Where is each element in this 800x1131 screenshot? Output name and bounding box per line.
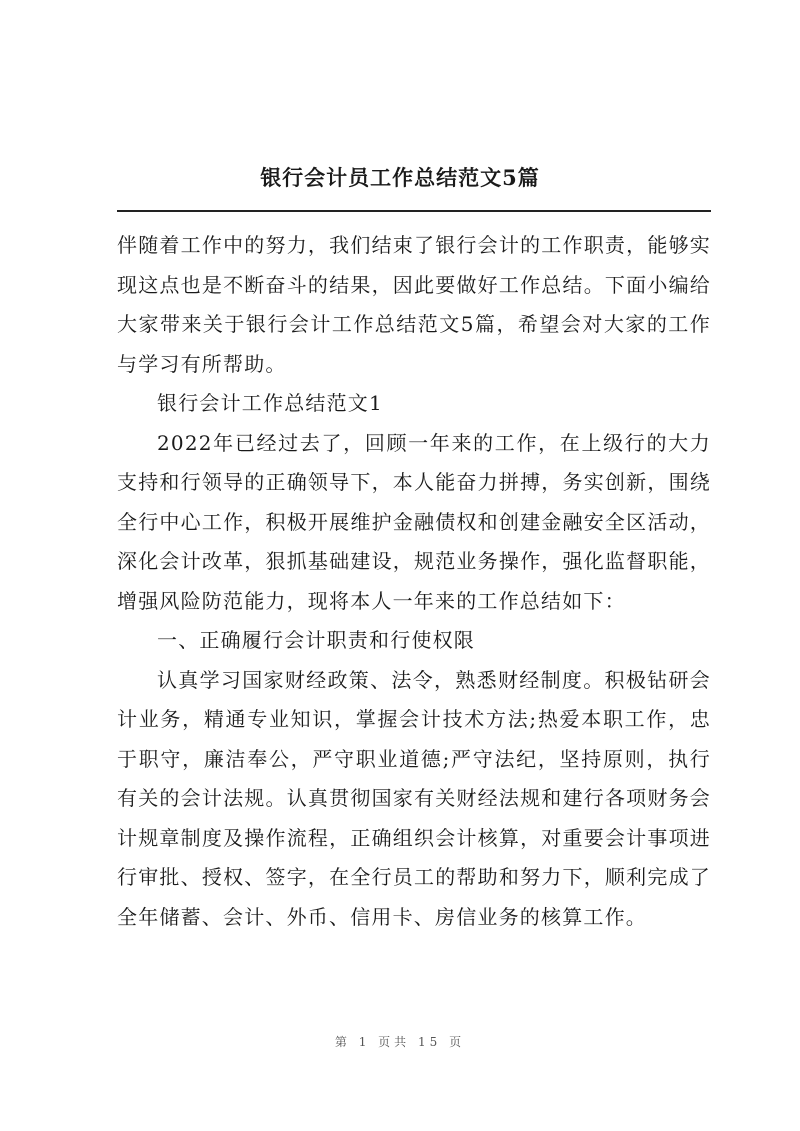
title-divider (117, 210, 711, 212)
page-title: 银行会计员工作总结范文5篇 (260, 165, 540, 190)
section-heading-duties: 一、正确履行会计职责和行使权限 (157, 628, 475, 652)
body-paragraph-overview: 2022年已经过去了，回顾一年来的工作，在上级行的大力支持和行领导的正确领导下，本人能奋力拼搏，务实创新，围绕全行中心工作，积极开展维护金融债权和创建金融安全区活动，深化会计改革，狠抓基础建设，规范业务操作，强化监督职能，增强风险防范能力，现将本人一年来的工作总结如下： (117, 430, 711, 613)
page-footer: 第 1 页共 15 页 (334, 1035, 466, 1049)
body-paragraph-duties: 认真学习国家财经政策、法令，熟悉财经制度。积极钻研会计业务，精通专业知识，掌握会计技术方法;热爱本职工作，忠于职守，廉洁奉公，严守职业道德;严守法纪，坚持原则，执行有关的会计法规。认真贯彻国家有关财经法规和建行各项财务会计规章制度及操作流程，正确组织会计核算，对重要会计事项进行审批、授权、签字，在全行员工的帮助和努力下，顺利完成了全年储蓄、会计、外币、信用卡、房信业务的核算工作。 (117, 667, 711, 929)
section-heading-sample-1: 银行会计工作总结范文1 (157, 391, 383, 415)
intro-paragraph: 伴随着工作中的努力，我们结束了银行会计的工作职责，能够实现这点也是不断奋斗的结果，因此要做好工作总结。下面小编给大家带来关于银行会计工作总结范文5篇，希望会对大家的工作与学习有所帮助。 (117, 233, 711, 376)
document-body (117, 226, 711, 937)
